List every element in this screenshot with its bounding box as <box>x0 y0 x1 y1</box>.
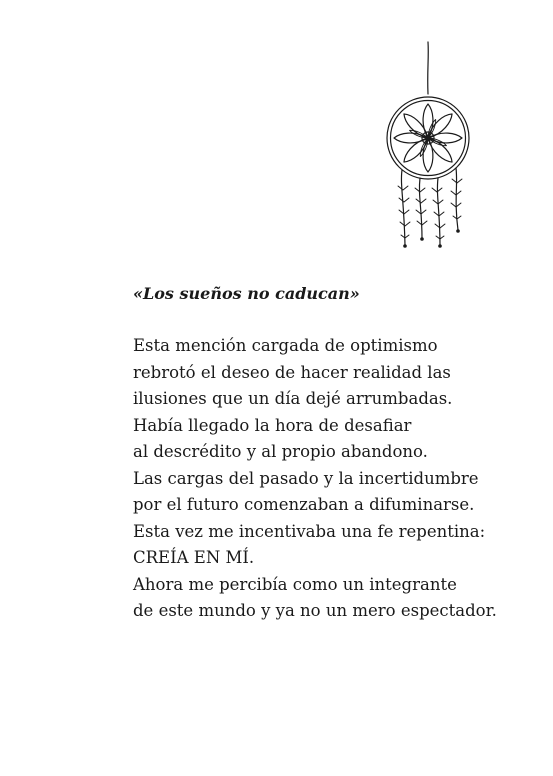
poem-line: Las cargas del pasado y la incertidumbre <box>133 468 479 488</box>
poem-line: de este mundo y ya no un mero espectador. <box>133 601 497 620</box>
dreamcatcher-icon <box>380 40 480 252</box>
poem-line: rebrotó el deseo de hacer realidad las <box>133 362 451 382</box>
poem-line: Había llegado la hora de desafiar <box>133 415 412 435</box>
poem-body <box>133 333 497 625</box>
poem-line: al descrédito y al propio abandono. <box>133 442 428 461</box>
poem-line: por el futuro comenzaban a difuminarse. <box>133 495 475 514</box>
poem-line: Esta vez me incentivaba una fe repentina: <box>133 521 486 541</box>
poem-title: «Los sueños no caducan» <box>133 284 360 303</box>
poem-line: CREÍA EN MÍ. <box>133 548 255 567</box>
poem-line: Ahora me percibía como un integrante <box>133 574 457 594</box>
poem-line: ilusiones que un día dejé arrumbadas. <box>133 389 453 408</box>
poem-line: Esta mención cargada de optimismo <box>133 336 438 355</box>
